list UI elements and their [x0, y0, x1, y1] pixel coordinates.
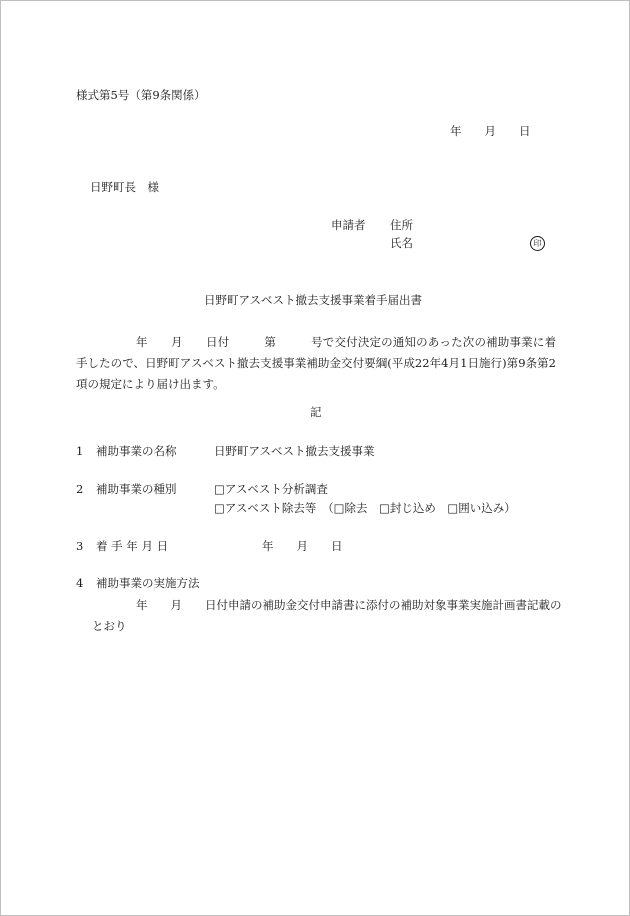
item-4-label: 補助事業の実施方法 [96, 576, 200, 590]
applicant-label: 申請者 [331, 218, 366, 232]
item-1-label: 補助事業の名称 [96, 444, 177, 458]
item-2-label: 補助事業の種別 [96, 482, 177, 496]
item-4-value: 年 月 日付申請の補助金交付申請書に添付の補助対象事業実施計画書記載のとおり [92, 598, 562, 633]
name-label: 氏名 [390, 236, 413, 250]
ki-heading: 記 [310, 405, 322, 419]
address-label: 住所 [390, 218, 413, 232]
addressee: 日野町長 様 [90, 180, 159, 194]
form-number: 様式第5号（第9条関係） [76, 88, 206, 102]
item-2-number: 2 [76, 482, 84, 496]
item-2-value-2: □アスベスト除去等 （□除去 □封じ込め □囲い込み） [214, 501, 516, 515]
item-3-label: 着 手 年 月 日 [96, 539, 169, 553]
seal-mark: 印 [530, 236, 545, 251]
item-3-number: 3 [76, 539, 84, 553]
body-paragraph: 年 月 日付 第 号で交付決定の通知のあった次の補助事業に着手したので、日野町アスベスト撤去支援事業補助金交付要綱(平成22年4月1日施行)第9条第2項の規定により届け出ます。 [76, 335, 556, 391]
item-1-value: 日野町アスベスト撤去支援事業 [214, 444, 375, 458]
item-1-number: 1 [76, 444, 84, 458]
document-title: 日野町アスベスト撤去支援事業着手届出書 [204, 293, 423, 307]
item-2-value: □アスベスト分析調査 [214, 482, 328, 496]
item-4-number: 4 [76, 576, 84, 590]
item-3-value: 年 月 日 [262, 539, 343, 553]
date-line: 年 月 日 [450, 124, 531, 138]
